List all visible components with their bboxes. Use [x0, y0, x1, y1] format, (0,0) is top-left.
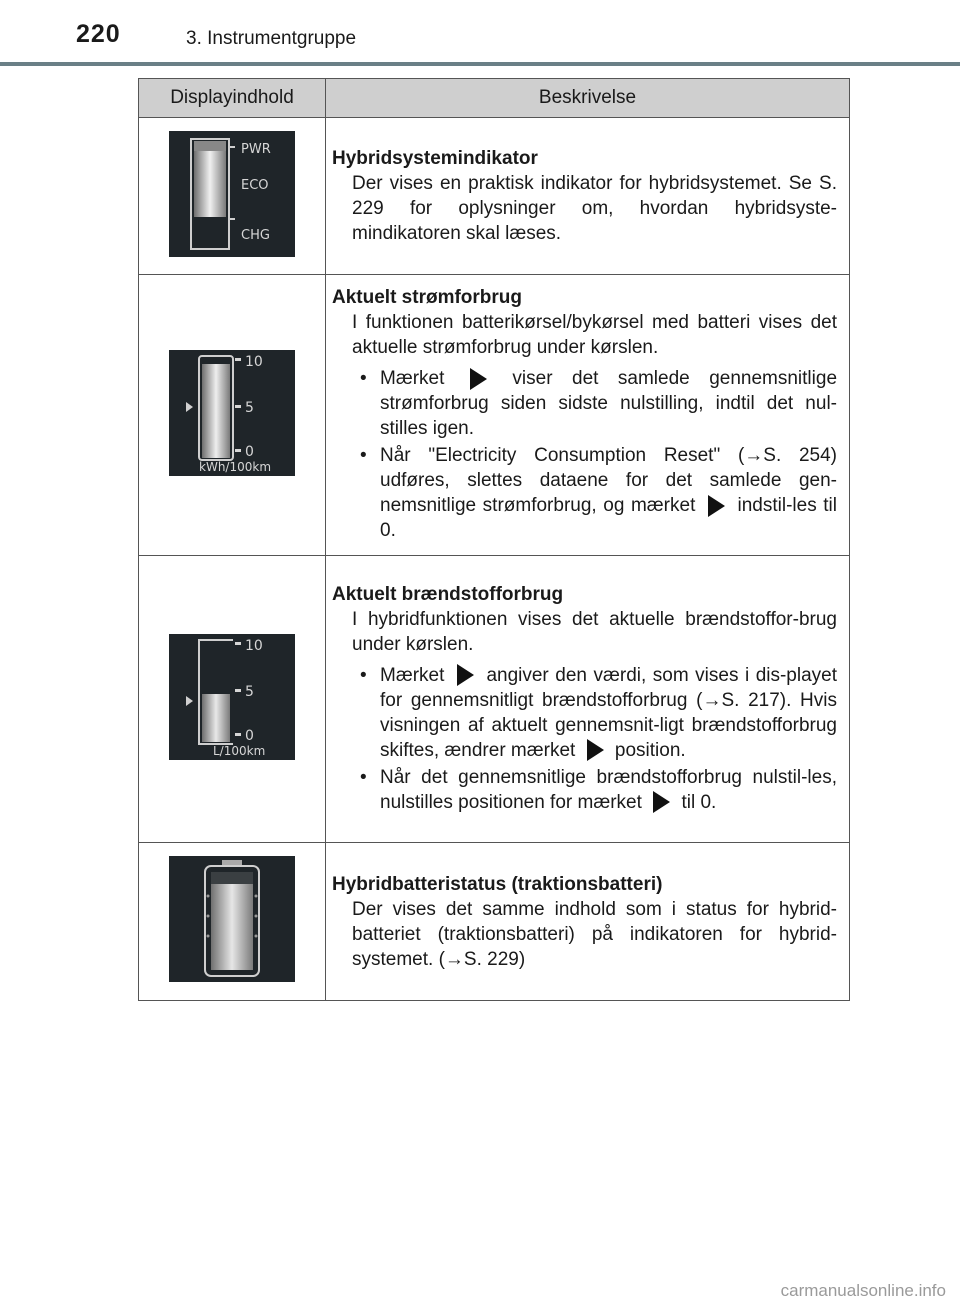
table-header-row	[139, 79, 850, 118]
content-table	[138, 78, 850, 1001]
display-image-cell	[139, 843, 326, 1001]
bullet-text: viser det samlede gennemsnitlige strømforbrug siden sidste nulstilling, indtil det nul-stilles igen.	[380, 368, 838, 439]
item-title: Hybridsystemindikator	[332, 148, 538, 169]
description-cell	[326, 275, 850, 556]
item-body: Der vises det samme indhold som i status for hybrid-batteriet (traktionsbatteri) på indikatoren for hybrid-systemet. (→S. 229)	[352, 898, 837, 970]
unit-label: L/100km	[213, 743, 266, 758]
list-item	[380, 366, 837, 441]
average-marker-icon	[186, 696, 193, 706]
hybrid-system-indicator-image	[169, 131, 295, 257]
table-row	[139, 118, 850, 275]
hybrid-battery-status-image	[169, 856, 295, 982]
fuel-consumption-gauge-image	[169, 634, 295, 760]
bullet-text: angiver den værdi, som vises i dis-playet for gennemsnitligt brændstofforbrug (→S. 217). Hvis visningen af aktuelt gennemsnit-ligt brændstofforbrug skiftes, ændrer mærket	[380, 664, 838, 761]
bullet-text: til 0.	[681, 791, 717, 813]
marker-icon	[470, 368, 487, 390]
average-marker-icon	[186, 402, 193, 412]
item-body: I hybridfunktionen vises det aktuelle brændstoffor-brug under kørslen.	[352, 608, 837, 655]
scale-label-0: 0	[245, 727, 254, 744]
footer-watermark: carmanualsonline.info	[780, 1281, 946, 1300]
display-image-cell	[139, 275, 326, 556]
table-row	[139, 275, 850, 556]
item-title: Aktuelt strømforbrug	[332, 287, 522, 308]
display-image-cell	[139, 556, 326, 843]
bullet-text: position.	[614, 739, 686, 761]
column-header-description: Beskrivelse	[326, 79, 850, 118]
item-title: Aktuelt brændstofforbrug	[332, 583, 564, 605]
description-cell	[326, 118, 850, 275]
electricity-consumption-gauge-image	[169, 350, 295, 476]
list-item	[380, 765, 837, 815]
item-body: Der vises en praktisk indikator for hybridsystemet. Se S. 229 for oplysninger om, hvordan hybridsyste-mindikatoren skal læses.	[352, 173, 837, 244]
marker-icon	[653, 791, 670, 813]
bullet-list	[332, 663, 837, 815]
list-item	[380, 443, 837, 543]
scale-label-10: 10	[245, 353, 263, 370]
eco-label: ECO	[241, 177, 269, 193]
column-header-display: Displayindhold	[139, 79, 326, 118]
item-body: I funktionen batterikørsel/bykørsel med batteri vises det aktuelle strømforbrug under kørslen.	[352, 312, 837, 358]
table-row	[139, 843, 850, 1001]
table-row	[139, 556, 850, 843]
unit-label: kWh/100km	[199, 459, 272, 474]
chg-label: CHG	[241, 227, 270, 243]
section-title: 3. Instrumentgruppe	[186, 28, 357, 49]
display-image-cell	[139, 118, 326, 275]
bullet-text: Mærket	[380, 368, 445, 389]
marker-icon	[587, 739, 604, 761]
list-item	[380, 663, 837, 763]
header-rule	[0, 62, 960, 66]
marker-icon	[457, 664, 474, 686]
scale-label-5: 5	[245, 683, 254, 700]
scale-label-10: 10	[245, 637, 263, 654]
description-cell	[326, 556, 850, 843]
bullet-text: Når "Electricity Consumption Reset" (→S. 254) udføres, slettes dataene for det samlede gen-nemsnitlige strømforbrug, og mærket	[380, 445, 837, 516]
pwr-label: PWR	[241, 141, 271, 157]
item-title: Hybridbatteristatus (traktionsbatteri)	[332, 873, 663, 895]
scale-label-5: 5	[245, 399, 254, 416]
bullet-list	[332, 366, 837, 543]
bullet-text: Når det gennemsnitlige brændstofforbrug nulstil-les, nulstilles positionen for mærket	[380, 766, 837, 813]
description-cell	[326, 843, 850, 1001]
scale-label-0: 0	[245, 443, 254, 460]
page-number: 220	[76, 20, 121, 48]
bullet-text: Mærket	[380, 664, 445, 686]
marker-icon	[708, 495, 725, 517]
bullet-text: indstil-les til 0.	[380, 495, 837, 541]
